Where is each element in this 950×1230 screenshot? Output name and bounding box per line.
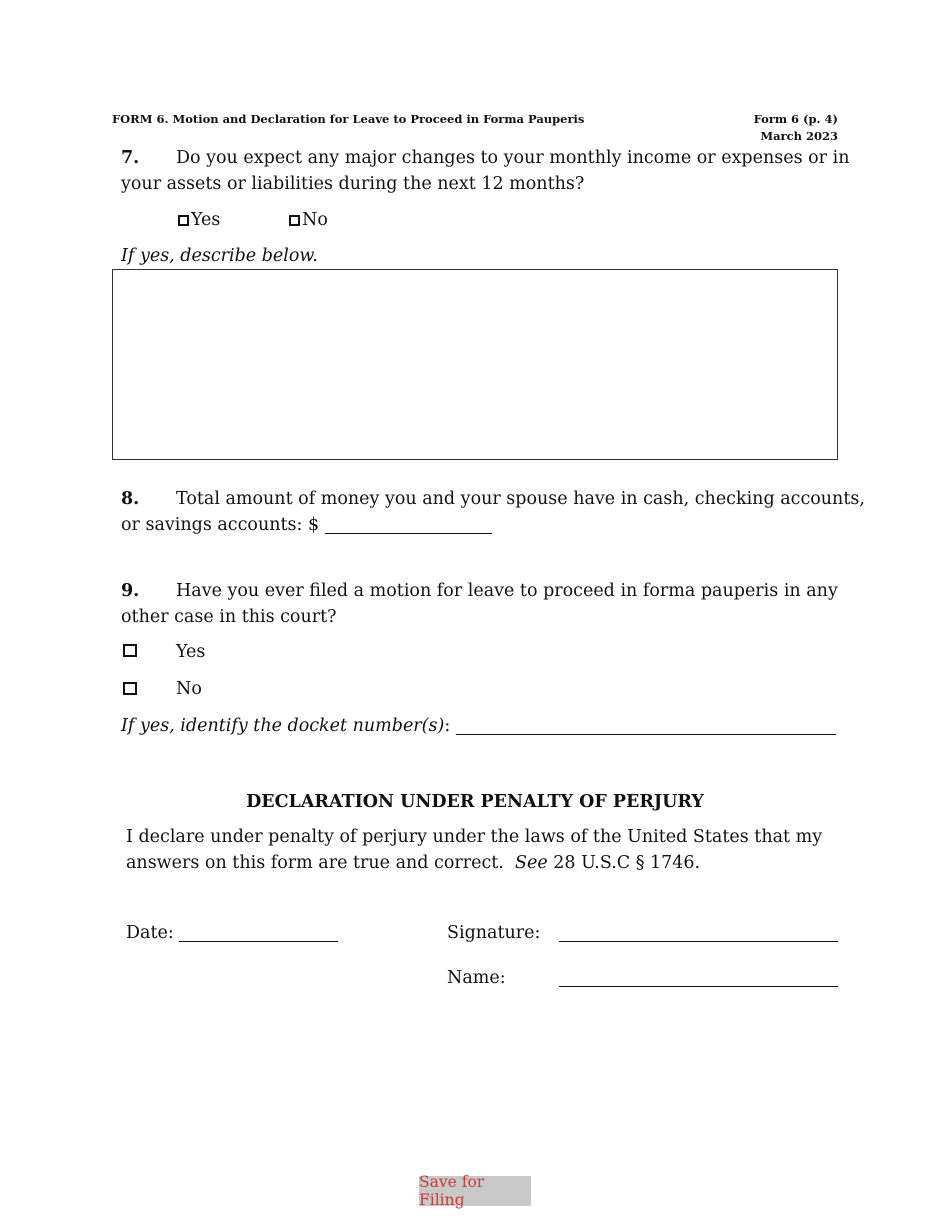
question-9: [121, 578, 841, 630]
docket-row: [121, 713, 836, 739]
q9-yes-label: Yes: [176, 642, 206, 662]
question-text-continued: or savings accounts: $: [121, 515, 320, 535]
question-text-continued: your assets or liabilities during the next 12 months?: [121, 174, 585, 194]
q7-description-textarea[interactable]: [112, 269, 838, 460]
q9-no-checkbox[interactable]: [123, 682, 137, 695]
question-text: Total amount of money you and your spouse have in cash, checking accounts,: [176, 489, 865, 509]
q9-no-label: No: [176, 679, 202, 699]
date-field[interactable]: [179, 923, 338, 942]
question-number: 9.: [121, 581, 140, 601]
declaration-text: [126, 824, 839, 876]
declaration-line: I declare under penalty of perjury under the laws of the United States that my: [126, 827, 823, 847]
docket-colon: :: [444, 716, 451, 736]
name-label: Name:: [447, 968, 506, 988]
declaration-line: answers on this form are true and correct.: [126, 853, 504, 873]
question-text: Have you ever filed a motion for leave to proceed in forma pauperis in any: [176, 581, 838, 601]
form-page-number: Form 6 (p. 4): [753, 112, 838, 126]
signature-field[interactable]: [559, 924, 838, 942]
question-text-continued: other case in this court?: [121, 607, 337, 627]
declaration-heading: DECLARATION UNDER PENALTY OF PERJURY: [246, 792, 704, 812]
form-date: March 2023: [760, 129, 838, 143]
docket-number-field[interactable]: [456, 716, 836, 735]
q7-describe-hint: If yes, describe below.: [121, 246, 318, 266]
question-number: 8.: [121, 489, 140, 509]
cash-amount-field[interactable]: [325, 515, 492, 534]
q7-yes-option[interactable]: [178, 207, 220, 233]
q7-no-label: No: [302, 210, 328, 230]
question-7: [121, 145, 850, 197]
q9-yes-checkbox[interactable]: [123, 644, 137, 657]
q7-yes-checkbox[interactable]: [178, 215, 189, 226]
question-number: 7.: [121, 148, 140, 168]
signature-label: Signature:: [447, 923, 541, 943]
question-text: Do you expect any major changes to your monthly income or expenses or in: [176, 148, 850, 168]
date-label: Date:: [126, 923, 174, 943]
q7-no-option[interactable]: [289, 207, 328, 233]
declaration-see: See: [515, 853, 548, 873]
q7-no-checkbox[interactable]: [289, 215, 300, 226]
date-row: [126, 920, 338, 946]
form-title: FORM 6. Motion and Declaration for Leave to Proceed in Forma Pauperis: [112, 112, 585, 126]
question-8: [121, 486, 865, 538]
name-field[interactable]: [559, 969, 838, 987]
docket-label: If yes, identify the docket number(s): [121, 716, 445, 736]
declaration-citation: 28 U.S.C § 1746.: [553, 853, 701, 873]
q7-yes-label: Yes: [191, 210, 221, 230]
save-for-filing-button[interactable]: Save for Filing: [419, 1176, 531, 1206]
